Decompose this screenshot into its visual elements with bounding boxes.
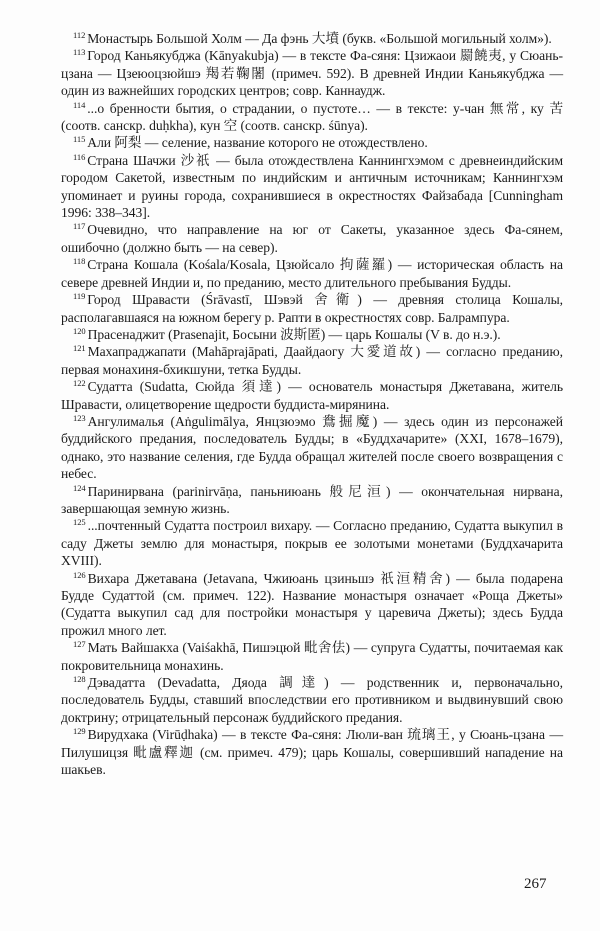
endnote: $^{115}$ Али 阿梨 — селение, название которого не отождествлено. — [73, 134, 428, 151]
endnote: $^{127}$ Мать Вайшакха (Vaiśakhā, Пишэцюй 毗舍佉) — супруга Судатты, почитаемая как покровительница монахинь. — [61, 639, 563, 673]
endnotes-list — [61, 30, 563, 778]
endnote: $^{118}$ Страна Кошала (Kośala/Kosala, Цзюйсало 拘薩羅) — историческая область на севере древней Индии и, по преданию, место длительного пребывания Будды. — [61, 256, 563, 290]
endnote: $^{114}$ ...о бренности бытия, о страдании, о пустоте… — в тексте: у-чан 無常, ку 苦 (соотв. санскр. duḥkha), кун 空 (соотв. санскр. śūnya). — [61, 99, 563, 134]
endnote: $^{126}$ Вихара Джетавана (Jetavana, Чжиюань цзиньшэ 祇洹精舍) — была подарена Будде Судаттой (см. примеч. 122). Название монастыря означает «Роща Джеты» (Судатта выкупил сад для постройки монастыря у царевича Джеты); здесь Будда прожил много лет. — [61, 569, 563, 638]
endnote: $^{113}$ Город Каньякубджа (Kānyakubja) — в тексте Фа-сяня: Цзижаои 罽饒夷, у Сюань-цзана — Цзеюоцзюйшэ 羯若鞠闍 (примеч. 592). В древней Индии Каньякубджа — один из важнейших городских центров; совр. Каннаудж. — [61, 47, 563, 99]
endnote: $^{129}$ Вирудхака (Virūḍhaka) — в тексте Фа-сяня: Люли-ван 琉璃王, у Сюань-цзана — Пилушицзя 毗盧釋迦 (см. примеч. 479); царь Кошалы, совершивший нападение на шакьев. — [61, 726, 563, 778]
endnote: $^{119}$ Город Шравасти (Śrāvastī, Шэвэй 舍衛) — древняя столица Кошалы, располагавшаяся на южном берегу р. Рапти в окрестностях совр. Балрампура. — [61, 291, 563, 325]
endnote: $^{123}$ Ангулималья (Aṅgulimālya, Янцзюэмо 鴦掘魔) — здесь один из персонажей буддийского предания, последователь Будды; в «Буддхачарите» (XXI, 1678–1679), однако, это название селения, где Будда обращал жителей после своего возвращения с небес. — [61, 412, 563, 482]
endnote: $^{128}$ Дэвадатта (Devadatta, Дяода 調達) — родственник и, первоначально, последователь Будды, ставший впоследствии его противником и выдвинувший свою доктрину; отрицательный персонаж буддийского предания. — [61, 674, 563, 725]
endnote: $^{125}$ ...почтенный Судатта построил вихару. — Согласно преданию, Судатта выкупил в саду Джеты землю для монастыря, покрыв ее золотыми монетами (Буддхачарита XVIII). — [61, 517, 563, 569]
page-number: 267 — [524, 876, 547, 892]
endnote: $^{120}$ Прасенаджит (Prasenajit, Босыни 波斯匿) — царь Кошалы (V в. до н.э.). — [73, 325, 501, 342]
endnote: $^{122}$ Судатта (Sudatta, Сюйда 須達) — основатель монастыря Джетавана, житель Шравасти, олицетворение щедрости буддиста-мирянина. — [61, 378, 563, 412]
endnote: $^{117}$ Очевидно, что направление на юг от Сакеты, указанное здесь Фа-сянем, ошибочно (должно быть — на север). — [61, 221, 563, 255]
endnote: $^{116}$ Страна Шачжи 沙祇 — была отождествлена Каннингхэмом с древнеиндийским городом Сакетой, известным по индийским и античным источникам; Каннингхэм упоминает и руины города, сохранившиеся в окрестностях Файзабада [Cunningham 1996: 338–343]. — [61, 151, 563, 221]
endnote: $^{112}$ Монастырь Большой Холм — Да фэнь 大墳 (букв. «Большой могильный холм»). — [73, 30, 552, 46]
endnote: $^{124}$ Паринирвана (parinirvāṇa, паньниюань 般尼洹) — окончательная нирвана, завершающая земную жизнь. — [61, 482, 563, 516]
endnote: $^{121}$ Махапраджапати (Mahāprajāpati, Даайдаогу 大愛道故) — согласно преданию, первая монахиня-бхикшуни, тетка Будды. — [61, 343, 563, 377]
